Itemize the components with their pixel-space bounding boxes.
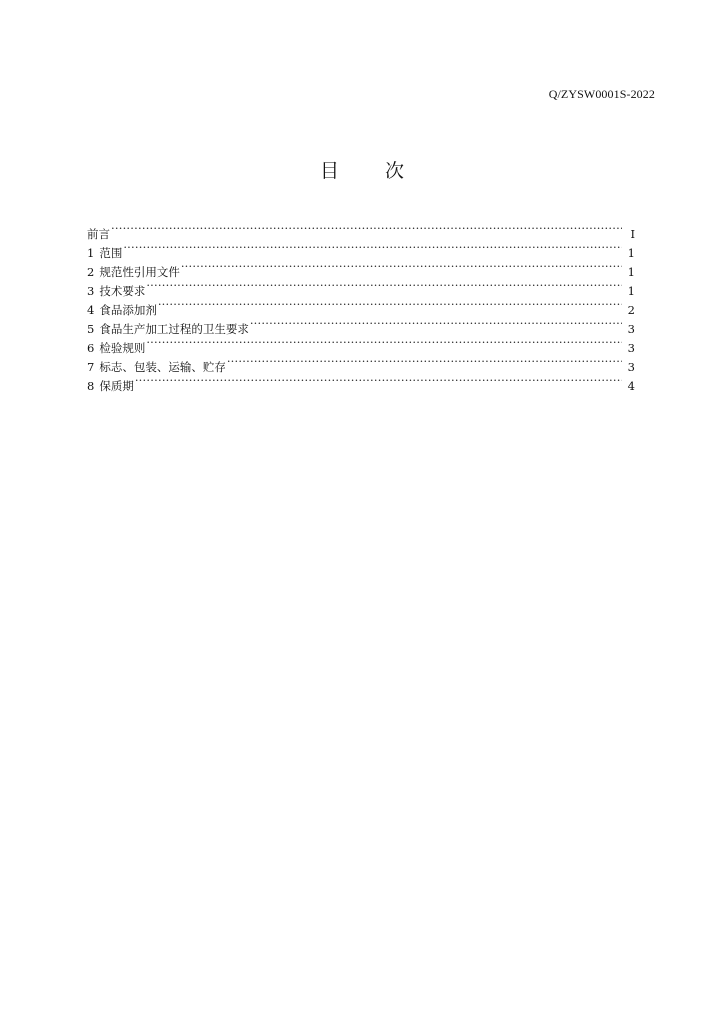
toc-entry-leader: [134, 371, 622, 390]
toc-title: [0, 156, 724, 183]
toc-entry-number: 2: [87, 265, 95, 279]
toc-entry-page: I: [630, 227, 635, 241]
toc-entry-page: 3: [627, 341, 635, 355]
toc-entry-label: 规范性引用文件: [99, 265, 180, 279]
toc-entry-2[interactable]: [87, 257, 635, 279]
toc-entry-page: 1: [627, 246, 635, 260]
toc-title-char-1: 目: [319, 160, 339, 182]
toc-entry-label: 标志、包装、运输、贮存: [99, 360, 226, 374]
toc-entry-leader: [157, 295, 622, 314]
toc-entry-leader: [122, 238, 622, 257]
toc-entry-label: 保质期: [99, 379, 134, 393]
toc-entry-number: 5: [87, 322, 95, 336]
toc-entry-4[interactable]: [87, 295, 635, 317]
toc-entry-label: 范围: [99, 246, 123, 260]
document-code: Q/ZYSW0001S-2022: [548, 87, 655, 101]
toc-entry-number: 4: [87, 303, 95, 317]
toc-entry-3[interactable]: [87, 276, 635, 298]
toc-entry-number: 3: [87, 284, 95, 298]
toc-entry-label: 检验规则: [99, 341, 146, 355]
toc-entry-page: 1: [627, 284, 635, 298]
toc-entry-label: 技术要求: [99, 284, 146, 298]
toc-entry-leader: [145, 333, 622, 352]
toc-entry-label: 食品添加剂: [99, 303, 157, 317]
toc-entry-page: 1: [627, 265, 635, 279]
toc-entry-leader: [145, 276, 622, 295]
toc-entry-leader: [249, 314, 622, 333]
toc-entry-label: 食品生产加工过程的卫生要求: [99, 322, 249, 336]
toc-entry-leader: [180, 257, 622, 276]
toc-entry-page: 3: [627, 322, 635, 336]
toc-entry-foreword[interactable]: [87, 219, 635, 241]
toc-entry-label: 前言: [87, 227, 110, 241]
toc-entry-leader: [110, 219, 622, 238]
toc-entry-page: 3: [627, 360, 635, 374]
toc-entry-number: 7: [87, 360, 95, 374]
toc-entry-page: 4: [627, 379, 635, 393]
toc-entry-number: 1: [87, 246, 95, 260]
toc-list: [87, 219, 635, 393]
toc-entry-number: 6: [87, 341, 95, 355]
toc-entry-7[interactable]: [87, 352, 635, 374]
toc-title-char-2: 次: [385, 160, 405, 182]
toc-entry-5[interactable]: [87, 314, 635, 336]
toc-entry-6[interactable]: [87, 333, 635, 355]
toc-entry-1[interactable]: [87, 238, 635, 260]
toc-entry-8[interactable]: [87, 371, 635, 393]
toc-entry-leader: [226, 352, 622, 371]
toc-entry-number: 8: [87, 379, 95, 393]
toc-entry-page: 2: [627, 303, 635, 317]
